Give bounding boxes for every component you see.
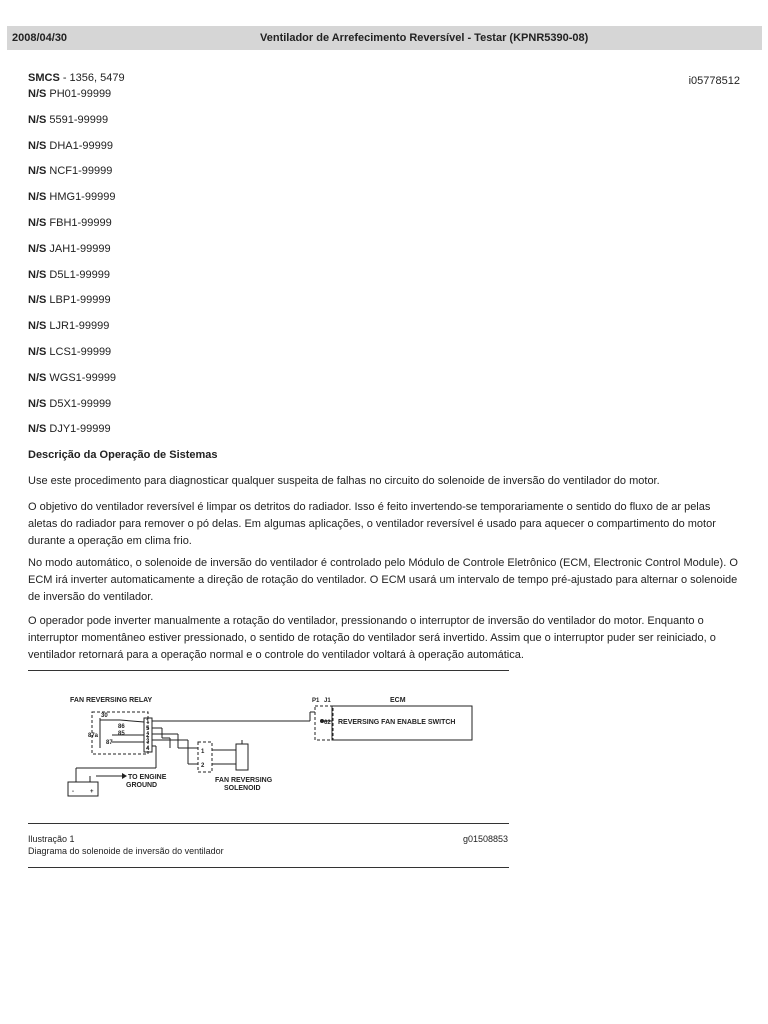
divider-bottom [28,867,509,868]
solenoid [236,744,248,770]
serial-number-list [28,88,328,449]
serial-number-item [28,398,328,424]
sn-label: N/S [28,294,47,307]
serial-number-item [28,423,328,449]
figure-caption [28,833,508,857]
sn-label: N/S [28,216,47,229]
section-title: Descrição da Operação de Sistemas [28,449,218,461]
sn-value: LBP1-99999 [49,294,111,307]
sn-label: N/S [28,268,47,281]
relay-pin-87: 87 [106,740,113,746]
sn-value: JAH1-99999 [49,242,111,255]
solenoid-label-2: SOLENOID [224,785,261,792]
battery-plus: + [90,789,94,795]
relay-pin-85: 85 [118,731,125,737]
ecm-switch-label: REVERSING FAN ENABLE SWITCH [338,719,456,726]
sn-label: N/S [28,139,47,152]
sn-value: PH01-99999 [49,88,112,100]
sn-value: FBH1-99999 [49,216,112,229]
solenoid-pin-2: 2 [201,763,205,769]
relay-pin-86: 86 [118,724,125,730]
ground-label-1: TO ENGINE [128,774,167,781]
ground-label-2: GROUND [126,782,158,789]
connector-label-j1: J1 [324,698,331,704]
paragraph-1: Use este procedimento para diagnosticar qualquer suspeita de falhas no circuito do solenoide de inversão do ventilador do motor. [28,475,660,487]
ecm-label: ECM [390,697,406,704]
caption-text: Diagrama do solenoide de inversão do ventilador [28,846,224,856]
document-id: i05778512 [688,75,740,87]
header-date: 2008/04/30 [12,32,68,44]
sn-label: N/S [28,345,47,358]
sn-label: N/S [28,113,47,126]
sn-value: 5591-99999 [49,113,109,126]
relay-terminal-3: 3 [146,739,150,745]
sn-value: WGS1-99999 [49,371,117,384]
wiring-diagram [60,690,480,805]
serial-number-item [28,269,328,295]
sn-value: NCF1-99999 [49,165,113,178]
serial-number-item [28,191,328,217]
paragraph-3: No modo automático, o solenoide de inversão do ventilador é controlado pelo Módulo de Controle Eletrônico (ECM, Electronic Control Module). O ECM irá inverter automaticamente a direção de rotação do ventilador. O ECM usará um intervalo de tempo pré-ajustado para alternar o solenoide de inversão do ventilador. [28,557,738,603]
sn-label: N/S [28,165,47,178]
sn-value: HMG1-99999 [49,191,116,204]
serial-number-item [28,165,328,191]
sn-label: N/S [28,242,47,255]
smcs-codes: - 1356, 5479 [59,72,125,84]
connector-label-p1: P1 [312,698,320,704]
smcs-line [28,72,125,84]
sn-value: LCS1-99999 [49,345,112,358]
sn-label: N/S [28,320,47,333]
relay-terminal-5: 5 [146,726,150,732]
sn-label: N/S [28,371,47,384]
serial-number-item [28,243,328,269]
serial-number-item [28,320,328,346]
caption-title: Ilustração 1 [28,834,75,844]
sn-value: LJR1-99999 [49,320,110,333]
caption-ref: g01508853 [462,834,508,844]
relay-label: FAN REVERSING RELAY [70,697,153,704]
serial-number-item [28,114,328,140]
solenoid-label-1: FAN REVERSING [215,777,273,784]
ecm-pin-62: 62 [324,720,331,726]
sn-value: DHA1-99999 [49,139,113,152]
relay-pin-30: 30 [101,713,108,719]
paragraph-4: O operador pode inverter manualmente a rotação do ventilador, pressionando o interruptor de inversão do ventilador do motor. Enquanto o interruptor momentâneo estiver pressionado, o sentido de rotação do ventilador será invertido. Assim que o interruptor puder ser reiniciado, o ventilador retornará para a operação normal e o controle do ventilador voltará à operação automática. [28,615,716,661]
serial-number-item [28,140,328,166]
relay-terminal-1: 1 [146,719,150,725]
sn-value: DJY1-99999 [49,423,111,436]
solenoid-pin-1: 1 [201,749,205,755]
battery-minus: - [72,789,74,795]
serial-number-item [28,294,328,320]
divider-top [28,670,509,671]
serial-number-item [28,88,328,114]
relay-pin-87a: 87a [88,733,99,739]
relay-terminal-2: 2 [146,733,150,739]
sn-label: N/S [28,397,47,410]
document-header [7,26,762,50]
divider-middle [28,823,509,824]
sn-label: N/S [28,423,47,436]
smcs-label: SMCS [28,72,60,84]
relay-terminal-4: 4 [146,746,150,752]
sn-label: N/S [28,191,47,204]
header-title: Ventilador de Arrefecimento Reversível - Testar (KPNR5390-08) [260,32,589,44]
serial-number-item [28,217,328,243]
sn-value: D5L1-99999 [49,268,110,281]
sn-value: D5X1-99999 [49,397,112,410]
serial-number-item [28,372,328,398]
paragraph-2: O objetivo do ventilador reversível é limpar os detritos do radiador. Isso é feito invertendo-se temporariamente o sentido do fluxo de ar pelas aletas do radiador para remover o pó delas. Em algumas aplicações, o ventilador reversível é usado para aquecer o compartimento do motor durante a operação em clima frio. [28,501,716,547]
sn-label: N/S [28,88,47,100]
serial-number-item [28,346,328,372]
